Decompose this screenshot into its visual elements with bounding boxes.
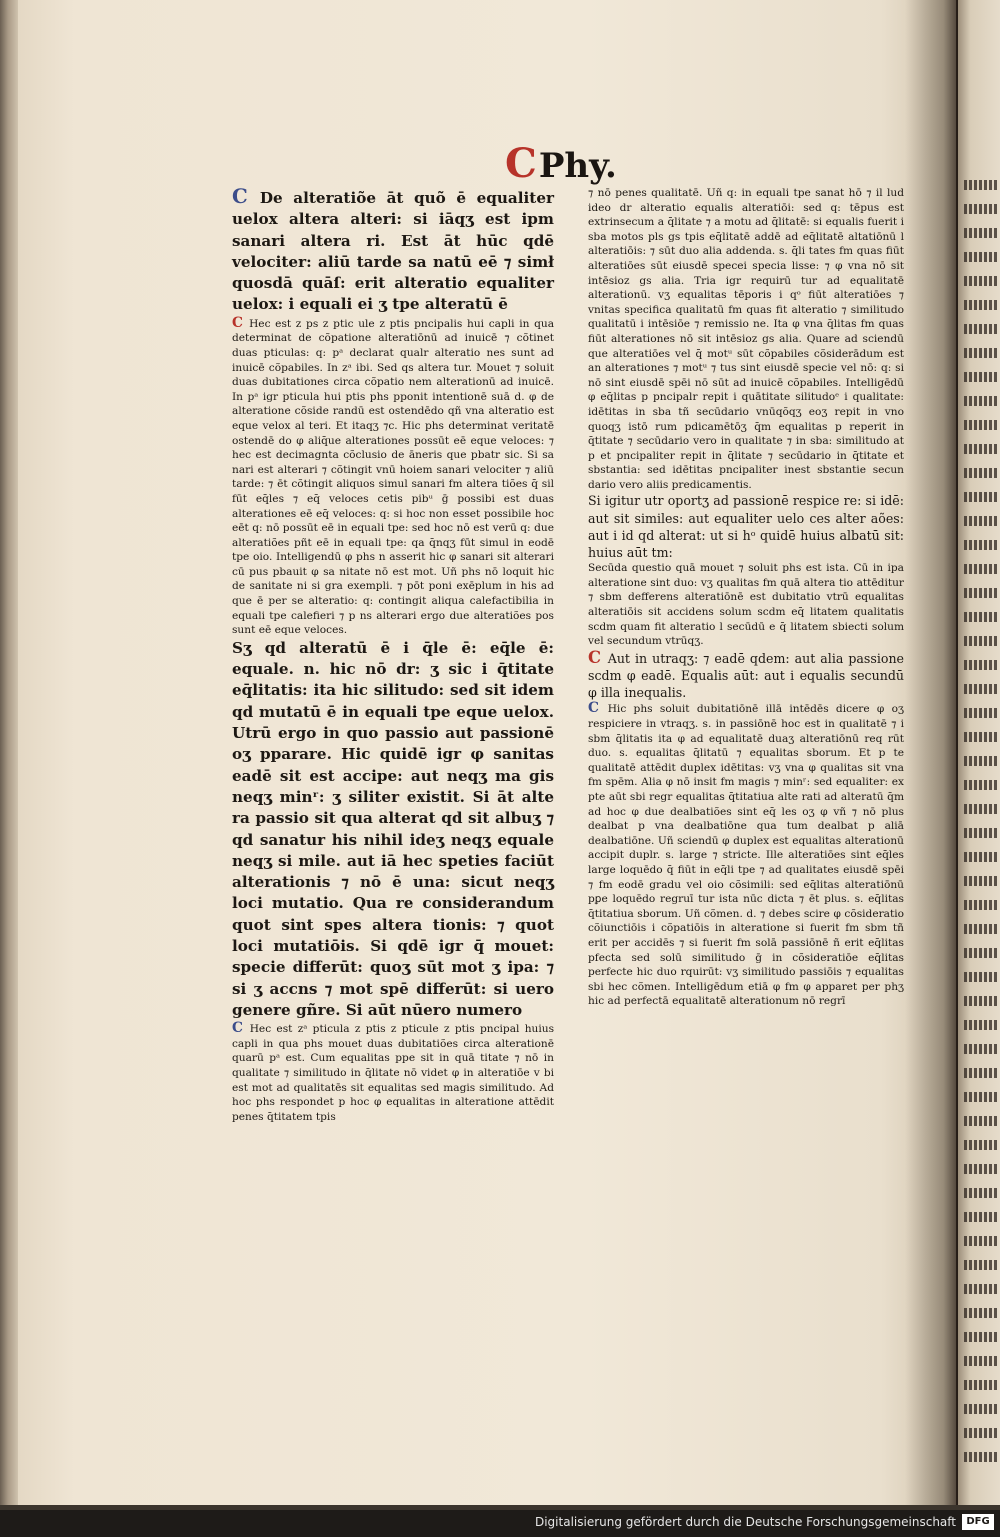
text-block-content: Hec est z ps z ptic ule z ptis pncipalis hui capli in qua determinat de cõpatione alteratiōnū ad inuicē ⁊ cõtinet duas pticulas: q: pᵃ declarat qualr alteratio nes sunt ad inuicē cõpabiles. In zᵃ ibi. Sed qs altera tur. Mouet ⁊ soluit duas dubitationes circa cõpatio nem alterationū ad inuicē. In pᵃ igr pticula hui ptis phs pponit intentionē suā d. φ de alteratione cõside randū est ostendēdo qñ vna alteratio est eque velox al teri. Et itaqʒ ⁊c. Hic phs determinat veritatē ostendē do φ aliq̄ue alterationes possūt eē eque veloces: ⁊ hec est decimagnta cõclusio de āneris que pbatr sic. Si sa nari est alterari ⁊ cõtingit vnū hoiem sanari velociter ⁊ aliū tarde: ⁊ ēt cõtingit aliquos simul sanari fm altera tiões q̄ sil fūt eq̄les ⁊ eq̄ veloces cetis pibᵘ ḡ possibi est duas alterationes eē eq̄ veloces: q: si hoc non esset possibile hoc eēt q: nō possūt eē in equali tpe: sed hoc nō est verū q: due alteratiões pñt eē in equali tpe: qa q̄nqʒ fūt simul in eodē tpe oio. Intelligendū φ phs n asserit hic φ sanari sit alterari cū pus pbauit φ sa nitate nō est mot. Uñ phs nō loquit hic de sanitate ni si gra exempli. ⁊ pōt poni exēplum in his ad que ē per se alteratio: q: contingit aliqua calefactibilia in equali tpe calefieri ⁊ p ns alterari ergo due alteratiões pos sunt eē eque veloces. (232, 317, 555, 637)
rubric-mark: C (232, 184, 260, 208)
facing-page-text-fragment (964, 612, 998, 622)
facing-page-text-fragment (964, 852, 998, 862)
header-initial: C (505, 140, 537, 187)
running-header (505, 140, 617, 187)
facing-page-text-fragment (964, 492, 998, 502)
facing-page-text-fragment (964, 420, 998, 430)
text-block (232, 316, 554, 638)
facing-page-text-fragment (964, 276, 998, 286)
facing-page-text-fragment (964, 324, 998, 334)
facing-page-text-fragment (964, 300, 998, 310)
right-column (588, 186, 904, 1009)
footer-credit: Digitalisierung gefördert durch die Deutsche Forschungsgemeinschaft (534, 1515, 956, 1529)
facing-page-text-fragment (964, 1044, 998, 1054)
facing-page-text-fragment (964, 1404, 998, 1414)
header-title: Phy. (538, 146, 617, 186)
facing-page-text-fragment (964, 468, 998, 478)
gutter-shadow (905, 0, 960, 1505)
facing-page-text-fragment (964, 1380, 998, 1390)
facing-page-text-fragment (964, 1236, 998, 1246)
facing-page-text-fragment (964, 1020, 998, 1030)
rubric-mark: C (232, 1020, 250, 1037)
facing-page-text-fragment (964, 252, 998, 262)
text-block-content: Aut in utraqʒ: ⁊ eadē qdem: aut alia passione scdm φ eadē. Equalis aūt: aut i equalis secundū φ illa inequalis. (588, 650, 905, 701)
facing-page-text-fragment (964, 180, 998, 190)
text-block (588, 561, 904, 649)
rubric-mark: C (588, 700, 608, 717)
text-block-content: Hec est zᵃ pticula z ptis z pticule z ptis pncipal huius capli in qua phs mouet duas dubitatiões circa alterationē quarū pᵃ est. Cum equalitas ppe sit in quā titate ⁊ nō in qualitate ⁊ similitudo in q̄litate nō videt φ in alteratiōe v bi est mot ad qualitatēs sit equalitas sed magis similitudo. Ad hoc phs respondet p hoc φ equalitas in alteratione attēdit penes q̄titatem tpis (232, 1023, 555, 1123)
facing-page-text-fragment (964, 924, 998, 934)
facing-page-text-fragment (964, 444, 998, 454)
facing-page-text-fragment (964, 828, 998, 838)
facing-page-text-fragment (964, 1308, 998, 1318)
facing-page-edge (958, 0, 1000, 1505)
rubric-mark: C (232, 314, 250, 331)
text-block (232, 638, 554, 1021)
facing-page-text-fragment (964, 660, 998, 670)
facing-page-text-fragment (964, 804, 998, 814)
facing-page-text-fragment (964, 780, 998, 790)
facing-page-text-fragment (964, 1164, 998, 1174)
facing-page-text-fragment (964, 372, 998, 382)
text-block-content: Si igitur utr oportʒ ad passionē respice re: si idē: aut sit similes: aut equaliter uelo ces alter aões: aut i id qd alterat: ut si hᵒ quidē huius albatū sit: huius aūt tm: (588, 493, 904, 561)
facing-page-text-fragment (964, 540, 998, 550)
facing-page-text-fragment (964, 564, 998, 574)
text-block-content: Hic phs soluit dubitatiōnē illā intēdēs dicere φ oʒ respiciere in vtraqʒ. s. in passiōnē hoc est in qualitatē ⁊ i sbm q̄litatis ita φ ad equalitatē duaʒ alteratiōnū req rūt duo. s. equalitas q̄litatū ⁊ equalitas sborum. Et p te qualitatē attēdit duplex idētitas: vʒ vna φ qualitas sit vna fm spēm. Alia φ nō insit fm magis ⁊ minʳ: sed equaliter: ex pte aūt sbi regr equalitas q̄titatiua alte rati ad alteratū q̄m ad hoc φ due dealbatiões sint eq̄ les oʒ φ vñ ⁊ nō plus dealbat p vna dealbatiōne qua tum dealbat p aliā dealbatiōne. Uñ sciendū φ duplex est equalitas alterationū accipit duplr. s. large ⁊ stricte. Ille alteratiōes sint eq̄les large loquēdo q̄ fiūt in eq̄li tpe ⁊ ad qualitates eiusdē spēi ⁊ fm eodē gradu vel oio cõsimili: sed eq̄litas alteratiōnū pꝑe loquēdo regruī tur ista nūc dicta ⁊ ēt plus. s. eq̄litas q̄titatiua sborum. Uñ cõmen. d. ⁊ debes scire φ cõsideratio cõiunctiōis i cõpatiōis in alteratione si fuerit fm sbm tñ erit per accidēs ⁊ si fuerit fm solā passiōnē ñ erit eq̄litas pfecta sed solū similitudo ḡ in cõsideratiōe eq̄litas perfecte hic duo rquirūt: vʒ similitudo passiōis ⁊ equalitas sbi hec cõmen. Intelligēdum etiā φ fm φ apparet per phʒ hic ad perfectā equalitatē alterationum nō regrī (588, 703, 905, 1008)
text-block-content: ⁊ nō penes qualitatē. Uñ q: in equali tpe sanat hō ⁊ il lud ideo dr alteratio equalis alteratiōi: sed q: tēpus est extrinsecum a q̄litate ⁊ a motu ad q̄litatē: si equalis fuerit i sba motos pls gs tpis eq̄litatē addē ad eq̄litatē altatiōnū l alteratiōis: ⁊ sūt duo alia addenda. s. q̄li tates fm quas fiūt alteratiōes sūt eiusdē specei specia lisse: ⁊ φ vna nō sit intēsioz gs alia. Tria igr requirū tur ad equalitatē alterationū. vʒ equalitas tēporis i qᵒ fiūt alteratiōes ⁊ vnitas specifica qualitatū fm quas fit alteratio ⁊ similitudo qualitatū i intēsiōe ⁊ remissio ne. Ita φ vna q̄litas fm quas fiūt alterationes nō sit intēsioz gs alia. Quare ad sciendū que alteratiōes vel q̄ motᵘ sūt cõpabiles cõsiderādum est an alterationes ⁊ motᵘ ⁊ tus sint eiusdē specie vel nō: q: si nō sint eiusdē spēi nō sūt ad inuicē cõpabiles. Intelligēdū φ eq̄litas p pncipalr repit i quātitate silitudoᵉ i qualitate: idētitas in sba tñ secūdario vnūqõqʒ eoʒ repit in vno quoqʒ istō rum pdicamētōʒ q̄m equalitas p reperit in q̄titate ⁊ secūdario vero in qualitate ⁊ in sba: similitudo at p et pncipaliter repit in q̄litate ⁊ secūdario in q̄titate et sbstantia: sed idētitas pncipaliter inest sbstantie secun dario vero aliis predicamentis. (588, 187, 904, 491)
facing-page-text-fragment (964, 1140, 998, 1150)
facing-page-text-fragment (964, 1356, 998, 1366)
facing-page-text-fragment (964, 1212, 998, 1222)
page-edge-left (0, 0, 20, 1505)
facing-page-text-fragment (964, 972, 998, 982)
left-column (232, 186, 554, 1124)
facing-page-text-fragment (964, 1260, 998, 1270)
facing-page-text-fragment (964, 732, 998, 742)
facing-page-text-fragment (964, 1116, 998, 1126)
text-block (232, 186, 554, 316)
text-block (588, 701, 904, 1008)
facing-page-text-fragment (964, 996, 998, 1006)
facing-page-text-fragment (964, 1284, 998, 1294)
facing-page-text-fragment (964, 516, 998, 526)
facing-page-text-fragment (964, 684, 998, 694)
text-block (588, 649, 904, 702)
text-block-content: Secūda questio quā mouet ⁊ soluit phs est ista. Cū in ipa alteratione sint duo: vʒ qualitas fm quā altera tio attēditur ⁊ sbm defferens alteratiōnē est dubitatio vtrū equalitas alteratiōis sit accidens solum scdm eq̄ litatem qualitatis scdm quam fit alteratio l secūdū e q̄ litatem sbiecti solum vel secundum vtrūqʒ. (588, 562, 904, 648)
text-block (588, 186, 904, 492)
facing-page-text-fragment (964, 1428, 998, 1438)
facing-page-text-fragment (964, 396, 998, 406)
facing-page-text-fragment (964, 1068, 998, 1078)
text-block (588, 492, 904, 561)
facing-page-text-fragment (964, 900, 998, 910)
facing-page-text-fragment (964, 1092, 998, 1102)
facing-page-text-fragment (964, 948, 998, 958)
facing-page-text-fragment (964, 588, 998, 598)
facing-page-text-fragment (964, 636, 998, 646)
rubric-mark: C (588, 647, 608, 667)
facing-page-text-fragment (964, 756, 998, 766)
facing-page-text-fragment (964, 348, 998, 358)
text-block (232, 1021, 554, 1124)
facing-page-text-fragment (964, 204, 998, 214)
facing-page-text-fragment (964, 1188, 998, 1198)
facing-page-text-fragment (964, 228, 998, 238)
text-block-content: Sʒ qd alteratū ē i q̄le ē: eq̄le ē: equale. n. hic nō dr: ʒ sic i q̄titate eq̄litatis: ita hic silitudo: sed sit idem qd mutatū ē in equali tpe eque uelox. Utrū ergo in quo passio aut passionē oʒ pparare. Hic quidē igr φ sanitas eadē sit est accipe: aut neqʒ ma gis neqʒ minʳ: ʒ siliter existit. Si āt alte ra passio sit qua alterat qd sit albuʒ ⁊ qd sanatur his nihil ideʒ neqʒ equale neqʒ si mile. aut iā hec speties faciūt alterationis ⁊ nō ē una: sicut neqʒ loci mutatio. Qua re considerandum quot sint spes altera tionis: ⁊ quot loci mutatiōis. Si qdē igr q̄ mouet: specie differūt: quoʒ sūt mot ʒ ipa: ⁊ si ʒ accns ⁊ mot spē differūt: si uero genere gñre. Si aūt nūero numero (232, 638, 554, 1019)
text-block-content: De alteratiõe āt quõ ē equaliter uelox altera alteri: si iāqʒ est ipm sanari altera ri. Est āt hūc qdē velociter: aliū tarde sa natū eē ⁊ simł quosdā quāſ: erit alteratio equaliter uelox: i equali ei ʒ tpe alteratū ē (232, 189, 554, 314)
dfg-logo: DFG (962, 1514, 994, 1530)
facing-page-text-fragment (964, 1452, 998, 1462)
facing-page-text-fragment (964, 708, 998, 718)
facing-page-text-fragment (964, 1332, 998, 1342)
facing-page-text-fragment (964, 876, 998, 886)
